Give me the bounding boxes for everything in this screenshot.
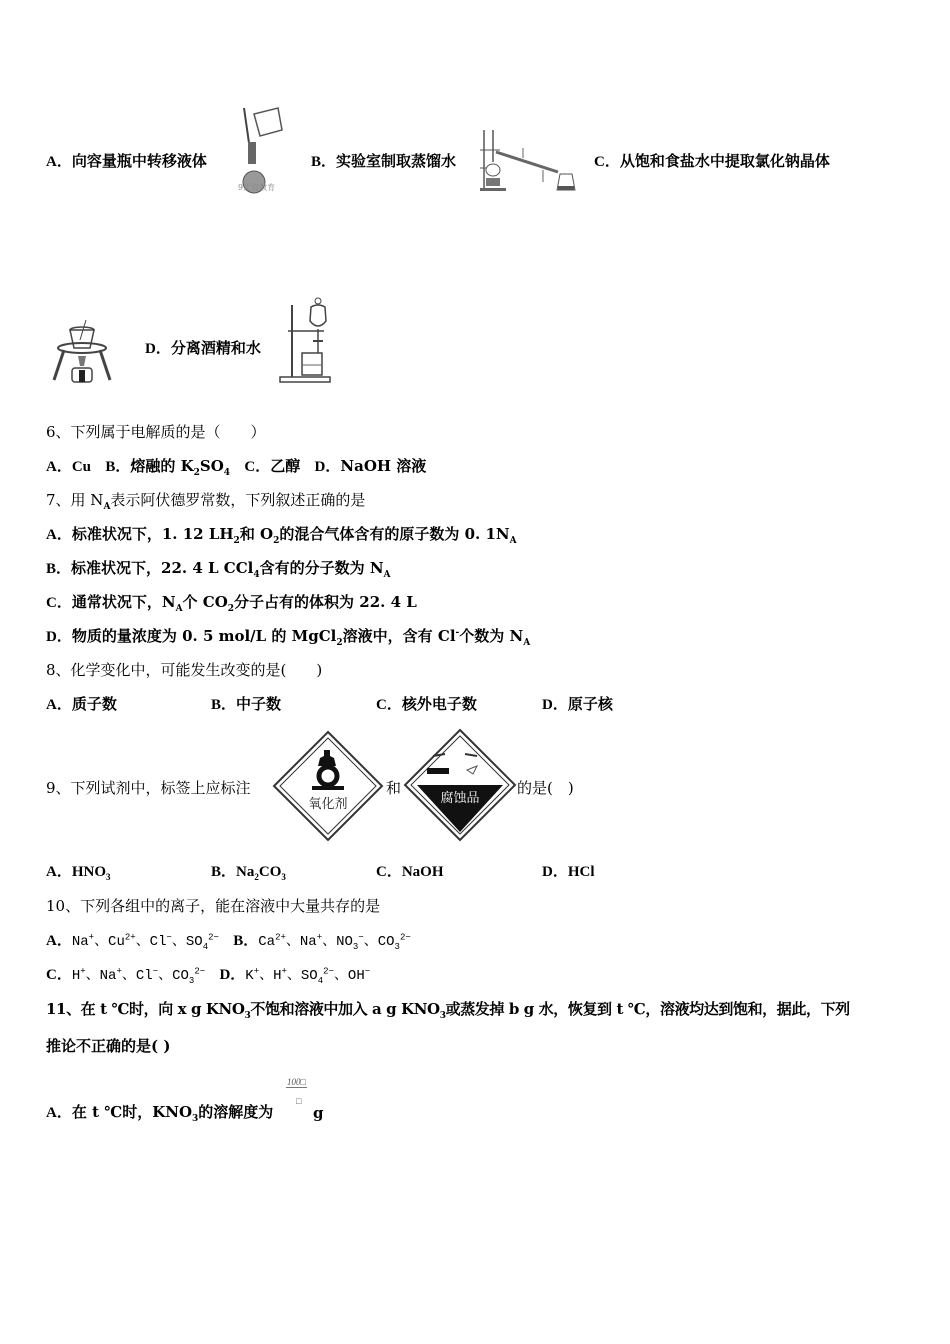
option-text: 实验室制取蒸馏水 [336,152,457,170]
q11-option-a: A．在 t ℃时，$KNO_3$的溶解度为 [46,1103,274,1124]
option-text: 向容量瓶中转移液体 [71,152,207,170]
option-label: D． [314,459,341,475]
oxidizer-hazard-label [272,730,384,842]
fraction-denominator: □ [296,1096,302,1106]
volumetric-flask-transfer-image [232,104,288,196]
q9-option-d: D．HCl [542,864,595,880]
option-label: B． [105,459,131,475]
q5-option-b [311,151,456,172]
option-text: 分离酒精和水 [170,339,261,357]
svg-text:腐蚀品: 腐蚀品 [440,791,480,806]
q8-option-d: D．原子核 [542,695,613,713]
option-text: Cu [71,459,92,475]
q7-option-b: B．标准状况下，22. 4 L CCl$_4$含有的分子数为 $N_A$ [46,559,391,580]
option-label: C． [244,459,271,475]
q7-option-d: D．物质的量浓度为 0. 5 mol/L 的 MgCl$_2$溶液中，含有 Cl-个数为 $N_A$ [46,627,531,648]
option-label: B． [311,154,337,170]
q5-option-c [594,151,830,172]
q7-option-a: A．标准状况下，1. 12 $LH_2$和 $O_2$的混合气体含有的原子数为 0. $1N_A$ [46,525,517,546]
q7-option-c: C．通常状况下，$N_A$个 $CO_2$分子占有的体积为 22. 4 L [46,593,417,614]
option-label: A． [46,154,72,170]
q11-stem-line2: 推论不正确的是( ) [46,1037,171,1055]
evaporation-apparatus-image [50,318,116,388]
q9-option-a: A．$HNO_3$ [46,864,111,882]
option-label: D． [145,341,171,357]
q5-option-a [46,151,207,172]
q8-option-b: B．中子数 [211,695,282,713]
option-text: NaOH 溶液 [340,457,427,475]
q9-stem-mid: 和 [386,779,402,797]
svg-text:9化资教育: 9化资教育 [238,183,276,192]
q10-stem: 10、下列各组中的离子，能在溶液中大量共存的是 [46,897,381,915]
option-label: C． [594,154,620,170]
q8-option-c: C．核外电子数 [376,695,477,713]
option-label: A． [46,459,72,475]
option-text: 熔融的 $K_2SO_4$ [130,457,231,478]
svg-text:氧化剂: 氧化剂 [308,797,348,812]
corrosive-hazard-label [403,728,517,842]
q8-option-a: A．质子数 [46,695,117,713]
q6-stem: 6、下列属于电解质的是（ ） [46,423,266,441]
q5-option-d [145,338,261,359]
q11-stem-line1: 11、在 t ℃时，向 x g $KNO_3$不饱和溶液中加入 a g $KNO_3$或蒸发掉 b g 水，恢复到 t ℃，溶液均达到饱和，据此，下列 [46,1000,850,1021]
distillation-apparatus-image [478,128,578,198]
q9-option-c: C．NaOH [376,864,444,880]
option-text: 从饱和食盐水中提取氯化钠晶体 [619,152,830,170]
unit-grams: g [313,1104,324,1122]
q8-stem: 8、化学变化中，可能发生改变的是( ) [46,661,323,679]
separatory-funnel-image [278,295,334,385]
q10-options-ab: A．Na+、$Cu^{2+}$、Cl−、$SO_4^{2-}$ B．$Ca^{2+}$、Na+、$NO_3^-$、$CO_3^{2-}$ [46,932,411,952]
q9-option-b: B．$Na_2CO_3$ [211,864,286,882]
option-text: 乙醇 [270,457,301,475]
q9-stem-post: 的是( ) [517,779,574,797]
fraction-numerator: 100□ [287,1077,306,1087]
q10-options-cd: C．H+、Na+、Cl−、$CO_3^{2-}$ D．K+、H+、$SO_4^{2-}$、OH− [46,966,371,986]
q7-stem: 7、用 $N_A$表示阿伏德罗常数，下列叙述正确的是 [46,491,366,512]
q6-options [46,456,426,477]
q9-stem-pre: 9、下列试剂中，标签上应标注 [46,779,251,797]
